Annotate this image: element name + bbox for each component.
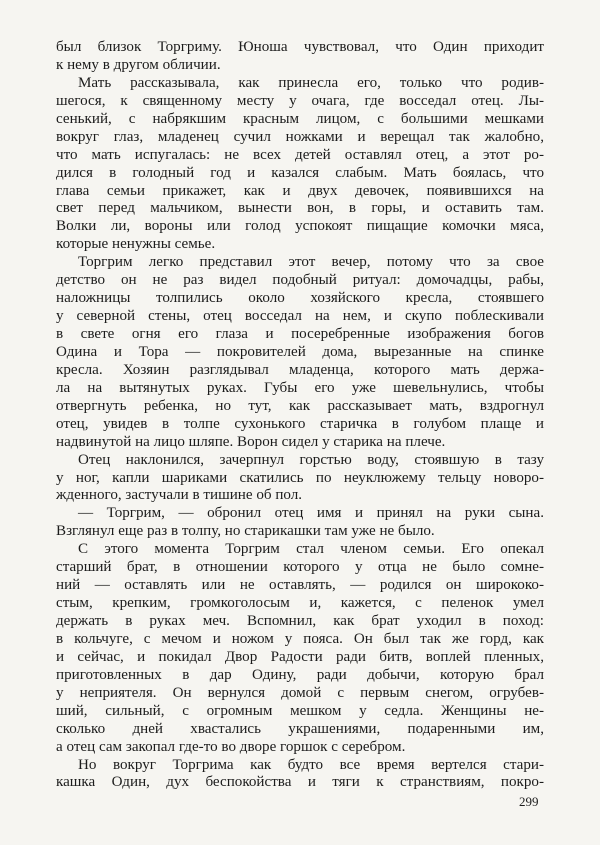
text-line: Волки ли, вороны или голод успокоят пищащие комочки мяса, [56,218,544,235]
text-line: что мать испугалась: не всех детей оставлял отец, а этот ро- [56,146,544,163]
text-line: глава семьи прикажет, как и двух девочек, появившихся на [56,182,544,199]
text-line: Но вокруг Торгрима как будто все время вертелся стари- [78,756,544,773]
text-line: жденного, застучали в тишине об пол. [56,487,303,504]
text-line: отец, увидев в толпе сухонького старичка в голубом плаще и [56,415,544,432]
text-line: С этого момента Торгрим стал членом семьи. Его опекал [78,541,544,558]
text-line: детство он не раз видел подобный ритуал: домочадцы, рабы, [56,272,544,289]
text-line: которые ненужны семье. [56,236,216,253]
text-line: сенький, с набрякшим красным лицом, с большими мешками [56,110,544,127]
text-line: ний — оставлять или не оставлять, — родился он ширококо- [56,577,544,594]
text-line: вокруг глаз, младенец сучил ножками и верещал так жалобно, [56,128,544,145]
text-line: стым, крепким, громкоголосым и, кажется, с пеленок умел [56,595,544,612]
text-line: свет перед мальчиком, вынести вон, в горы, и оставить там. [56,200,544,217]
text-line: Взглянул еще раз в толпу, но старикашки там уже не было. [56,523,435,540]
text-line: к нему в другом обличии. [56,56,221,73]
text-line: кресла. Хозяин разглядывал младенца, которого мать держа- [56,361,544,378]
text-line: шегося, к священному месту у очага, где восседал отец. Лы- [56,92,544,109]
text-line: — Торгрим, — обронил отец имя и принял на руки сына. [78,505,544,522]
text-line: Отец наклонился, зачерпнул горстью воду, стоявшую в тазу [78,451,544,468]
text-line: ла на вытянутых руках. Губы его уже шевельнулись, чтобы [56,379,544,396]
text-line: в кольчуге, с мечом и ножом у пояса. Он был так же горд, как [56,630,544,647]
body-text [56,39,544,792]
page-number: 299 [519,794,539,809]
text-line: у северной стены, отец восседал на нем, и скупо поблескивали [56,308,544,325]
text-line: наложницы толпились около хозяйского кресла, стоявшего [56,290,544,307]
text-line: держать в руках меч. Вспомнил, как брат уходил в поход: [56,613,544,629]
text-line: старший брат, в отношении которого у отца не было сомне- [56,559,544,576]
text-line: был близок Торгриму. Юноша чувствовал, что Один приходит [56,39,544,55]
text-line: приготовленных в дар Одину, ради добычи, которую брал [56,666,544,683]
text-line: надвинутой на лицо шляпе. Ворон сидел у старика на плече. [56,433,446,450]
text-line: у неприятеля. Он вернулся домой с первым снегом, огрубев- [56,684,544,701]
text-line: Торгрим легко представил этот вечер, потому что за свое [78,254,544,271]
text-line: у ног, капли шариками скатились по неуклюжему тельцу новоро- [56,469,544,486]
text-line: Мать рассказывала, как принесла его, только что родив- [78,74,544,91]
text-line: и сейчас, и покидал Двор Радости ради битв, воплей пленных, [56,648,544,665]
text-line: ший, сильный, с огромным мешком у седла. Женщины не- [56,702,544,719]
text-line: сколько дней хвастались украшениями, подаренными им, [56,720,544,737]
text-line: отвергнуть ребенка, но тут, как рассказывает мать, вздрогнул [56,397,544,414]
text-line: а отец сам закопал где-то во дворе горшок с серебром. [56,738,406,755]
text-line: Одина и Тора — покровителей дома, вырезанные на спинке [56,343,544,360]
text-line: кашка Один, дух беспокойства и тяги к странствиям, покро- [56,774,544,791]
text-line: дился в голодный год и казался слабым. Мать боялась, что [56,164,544,181]
text-line: в свете огня его глаза и посеребренные изображения богов [56,326,544,342]
